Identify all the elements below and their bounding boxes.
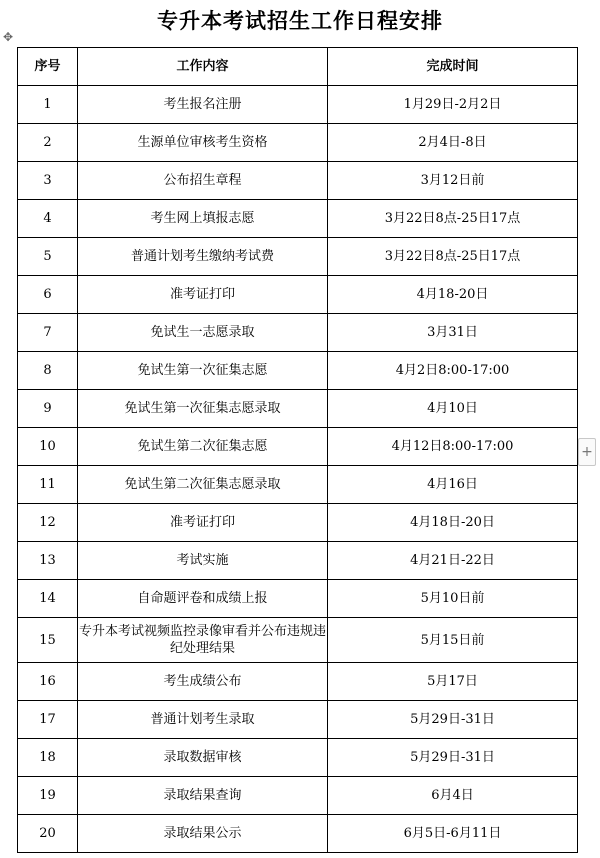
row-time: 3月22日8点-25日17点 (328, 200, 578, 238)
row-task: 考试实施 (78, 542, 328, 580)
table-row (18, 542, 578, 580)
table-row (18, 200, 578, 238)
row-no: 9 (18, 390, 78, 428)
row-task: 准考证打印 (78, 276, 328, 314)
row-no: 12 (18, 504, 78, 542)
row-task: 免试生第一次征集志愿录取 (78, 390, 328, 428)
header-task: 工作内容 (78, 48, 328, 86)
plus-icon[interactable]: + (578, 438, 596, 466)
row-task: 普通计划考生缴纳考试费 (78, 238, 328, 276)
row-time: 4月12日8:00-17:00 (328, 428, 578, 466)
row-no: 6 (18, 276, 78, 314)
row-time: 4月21日-22日 (328, 542, 578, 580)
row-no: 13 (18, 542, 78, 580)
row-task: 普通计划考生录取 (78, 701, 328, 739)
table-row (18, 428, 578, 466)
row-time: 4月18日-20日 (328, 504, 578, 542)
row-no: 8 (18, 352, 78, 390)
table-row (18, 504, 578, 542)
row-task: 准考证打印 (78, 504, 328, 542)
schedule-table (17, 47, 578, 853)
row-task: 录取结果公示 (78, 815, 328, 853)
row-no: 2 (18, 124, 78, 162)
row-time: 3月31日 (328, 314, 578, 352)
row-no: 7 (18, 314, 78, 352)
row-no: 11 (18, 466, 78, 504)
header-time: 完成时间 (328, 48, 578, 86)
table-row (18, 352, 578, 390)
row-task: 免试生第二次征集志愿 (78, 428, 328, 466)
move-arrows-icon[interactable]: ✥ (2, 30, 14, 44)
row-time: 1月29日-2月2日 (328, 86, 578, 124)
page-title: 专升本考试招生工作日程安排 (157, 9, 443, 33)
row-no: 17 (18, 701, 78, 739)
table-row (18, 815, 578, 853)
row-time: 5月29日-31日 (328, 739, 578, 777)
row-time: 4月10日 (328, 390, 578, 428)
row-task: 考生成绩公布 (78, 663, 328, 701)
row-time: 6月5日-6月11日 (328, 815, 578, 853)
row-time: 2月4日-8日 (328, 124, 578, 162)
row-task: 免试生一志愿录取 (78, 314, 328, 352)
row-time: 3月22日8点-25日17点 (328, 238, 578, 276)
row-task: 考生报名注册 (78, 86, 328, 124)
table-row (18, 124, 578, 162)
row-task: 自命题评卷和成绩上报 (78, 580, 328, 618)
row-time: 4月18-20日 (328, 276, 578, 314)
row-task: 免试生第二次征集志愿录取 (78, 466, 328, 504)
row-task: 录取数据审核 (78, 739, 328, 777)
row-time: 3月12日前 (328, 162, 578, 200)
table-row (18, 777, 578, 815)
table-row (18, 238, 578, 276)
row-no: 15 (18, 618, 78, 663)
row-time: 6月4日 (328, 777, 578, 815)
table-row (18, 466, 578, 504)
row-task: 生源单位审核考生资格 (78, 124, 328, 162)
table-row (18, 739, 578, 777)
row-no: 3 (18, 162, 78, 200)
table-header-row (18, 48, 578, 86)
row-task: 考生网上填报志愿 (78, 200, 328, 238)
table-row (18, 314, 578, 352)
row-no: 16 (18, 663, 78, 701)
table-row (18, 86, 578, 124)
table-row (18, 663, 578, 701)
row-no: 20 (18, 815, 78, 853)
row-no: 4 (18, 200, 78, 238)
row-time: 4月16日 (328, 466, 578, 504)
row-no: 5 (18, 238, 78, 276)
row-task: 录取结果查询 (78, 777, 328, 815)
row-time: 5月29日-31日 (328, 701, 578, 739)
table-row (18, 276, 578, 314)
row-no: 1 (18, 86, 78, 124)
row-no: 19 (18, 777, 78, 815)
table-row (18, 390, 578, 428)
row-task: 免试生第一次征集志愿 (78, 352, 328, 390)
row-task: 公布招生章程 (78, 162, 328, 200)
row-no: 10 (18, 428, 78, 466)
row-no: 18 (18, 739, 78, 777)
row-time: 4月2日8:00-17:00 (328, 352, 578, 390)
row-time: 5月15日前 (328, 618, 578, 663)
header-no: 序号 (18, 48, 78, 86)
table-row (18, 580, 578, 618)
table-row (18, 162, 578, 200)
row-task: 专升本考试视频监控录像审看并公布违规违纪处理结果 (78, 618, 328, 663)
row-no: 14 (18, 580, 78, 618)
row-time: 5月17日 (328, 663, 578, 701)
table-row (18, 701, 578, 739)
row-time: 5月10日前 (328, 580, 578, 618)
table-row (18, 618, 578, 663)
